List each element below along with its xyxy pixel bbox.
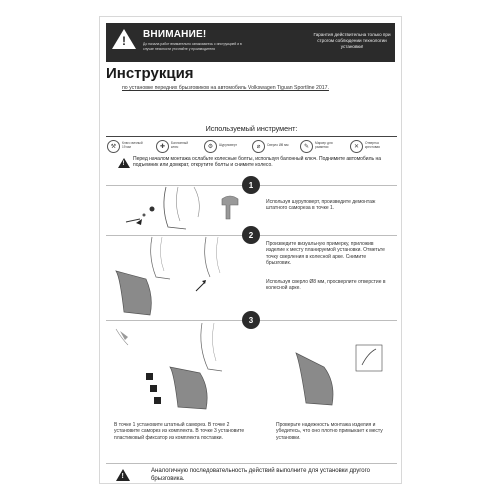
step-number: 1 [242, 176, 260, 194]
warning-header [106, 23, 395, 62]
tool-item [300, 137, 337, 155]
warranty-note: Гарантия действительна только при строгом соблюдении технологии установки! [313, 32, 391, 49]
tool-item [204, 137, 241, 155]
step3-illustration [110, 323, 390, 408]
page-title: Инструкция [106, 65, 194, 82]
tool-label: Маркер для разметки [315, 141, 333, 149]
step3-text-check: Проверьте надежность монтажа изделия и убедитесь, что оно плотно примыкает к месту установки. [276, 422, 383, 441]
marker-icon: ✎ [300, 140, 313, 153]
wrench-icon: ⚒ [107, 140, 120, 153]
step3-text: В точке 1 установите штатный саморез. В точке 2 установите саморез из комплекта. В точке 3 установите пластиковый фиксатор из комплекта поставки. [114, 422, 245, 441]
screw-detail-icon [220, 195, 242, 223]
drill-bit-icon: ⌀ [252, 140, 265, 153]
warning-icon: ! [118, 158, 130, 168]
warning-title: ВНИМАНИЕ! [143, 29, 207, 40]
tool-label: Сверло Ø8 мм [267, 143, 289, 148]
tool-label: Баллонный ключ [171, 141, 188, 149]
warning-subtext: До начала работ внимательно ознакомьтесь с инструкцией и в случае неясности уточняйте у производителя [143, 42, 242, 51]
tools-heading: Используемый инструмент: [205, 124, 298, 133]
footer-divider [106, 463, 397, 464]
step-number: 2 [242, 226, 260, 244]
footer-notice [106, 466, 397, 484]
warning-icon: ! [112, 29, 136, 49]
tool-item [107, 137, 144, 155]
page-subtitle: по установке передних брызговиков на автомобиль Volkswagen Tiguan Sportline 2017. [122, 85, 329, 91]
tool-label: Ключ гаечный 19 мм [122, 141, 143, 149]
step2-illustration [110, 237, 250, 322]
lug-wrench-icon: ✚ [156, 140, 169, 153]
step2-text: Произведите визуальную примерку, приложив изделие к месту планируемой установки. Отметьте точку сверления в колесной арке. Снимите брызговик. [266, 241, 385, 267]
screwdriver-icon: ⚙ [204, 140, 217, 153]
tool-label: Отвертка крестовая [365, 141, 380, 149]
tool-item [252, 137, 289, 155]
tool-label: Шуруповерт [219, 143, 237, 148]
footer-text: Аналогичную последовательность действий выполните для установки другого брызговика. [151, 468, 371, 482]
step1-text: Используя шуруповерт, произведите демонтаж штатного самореза в точке 1. [266, 199, 376, 212]
step2-text-drill: Используя сверло Ø8 мм, просверлите отверстие в колесной арке. [266, 279, 386, 292]
notice-text: Перед началом монтажа ослабьте колесные болты, используя балонный ключ. Поднимите автомобиль на подъемник или домкрат, открутите болты и снимите колесо. [133, 156, 382, 169]
tool-item [156, 137, 193, 155]
instruction-sheet [99, 16, 402, 484]
tool-item [350, 137, 387, 155]
warning-icon: ! [116, 469, 130, 481]
step-number: 3 [242, 311, 260, 329]
screwdriver-cross-icon: ✕ [350, 140, 363, 153]
